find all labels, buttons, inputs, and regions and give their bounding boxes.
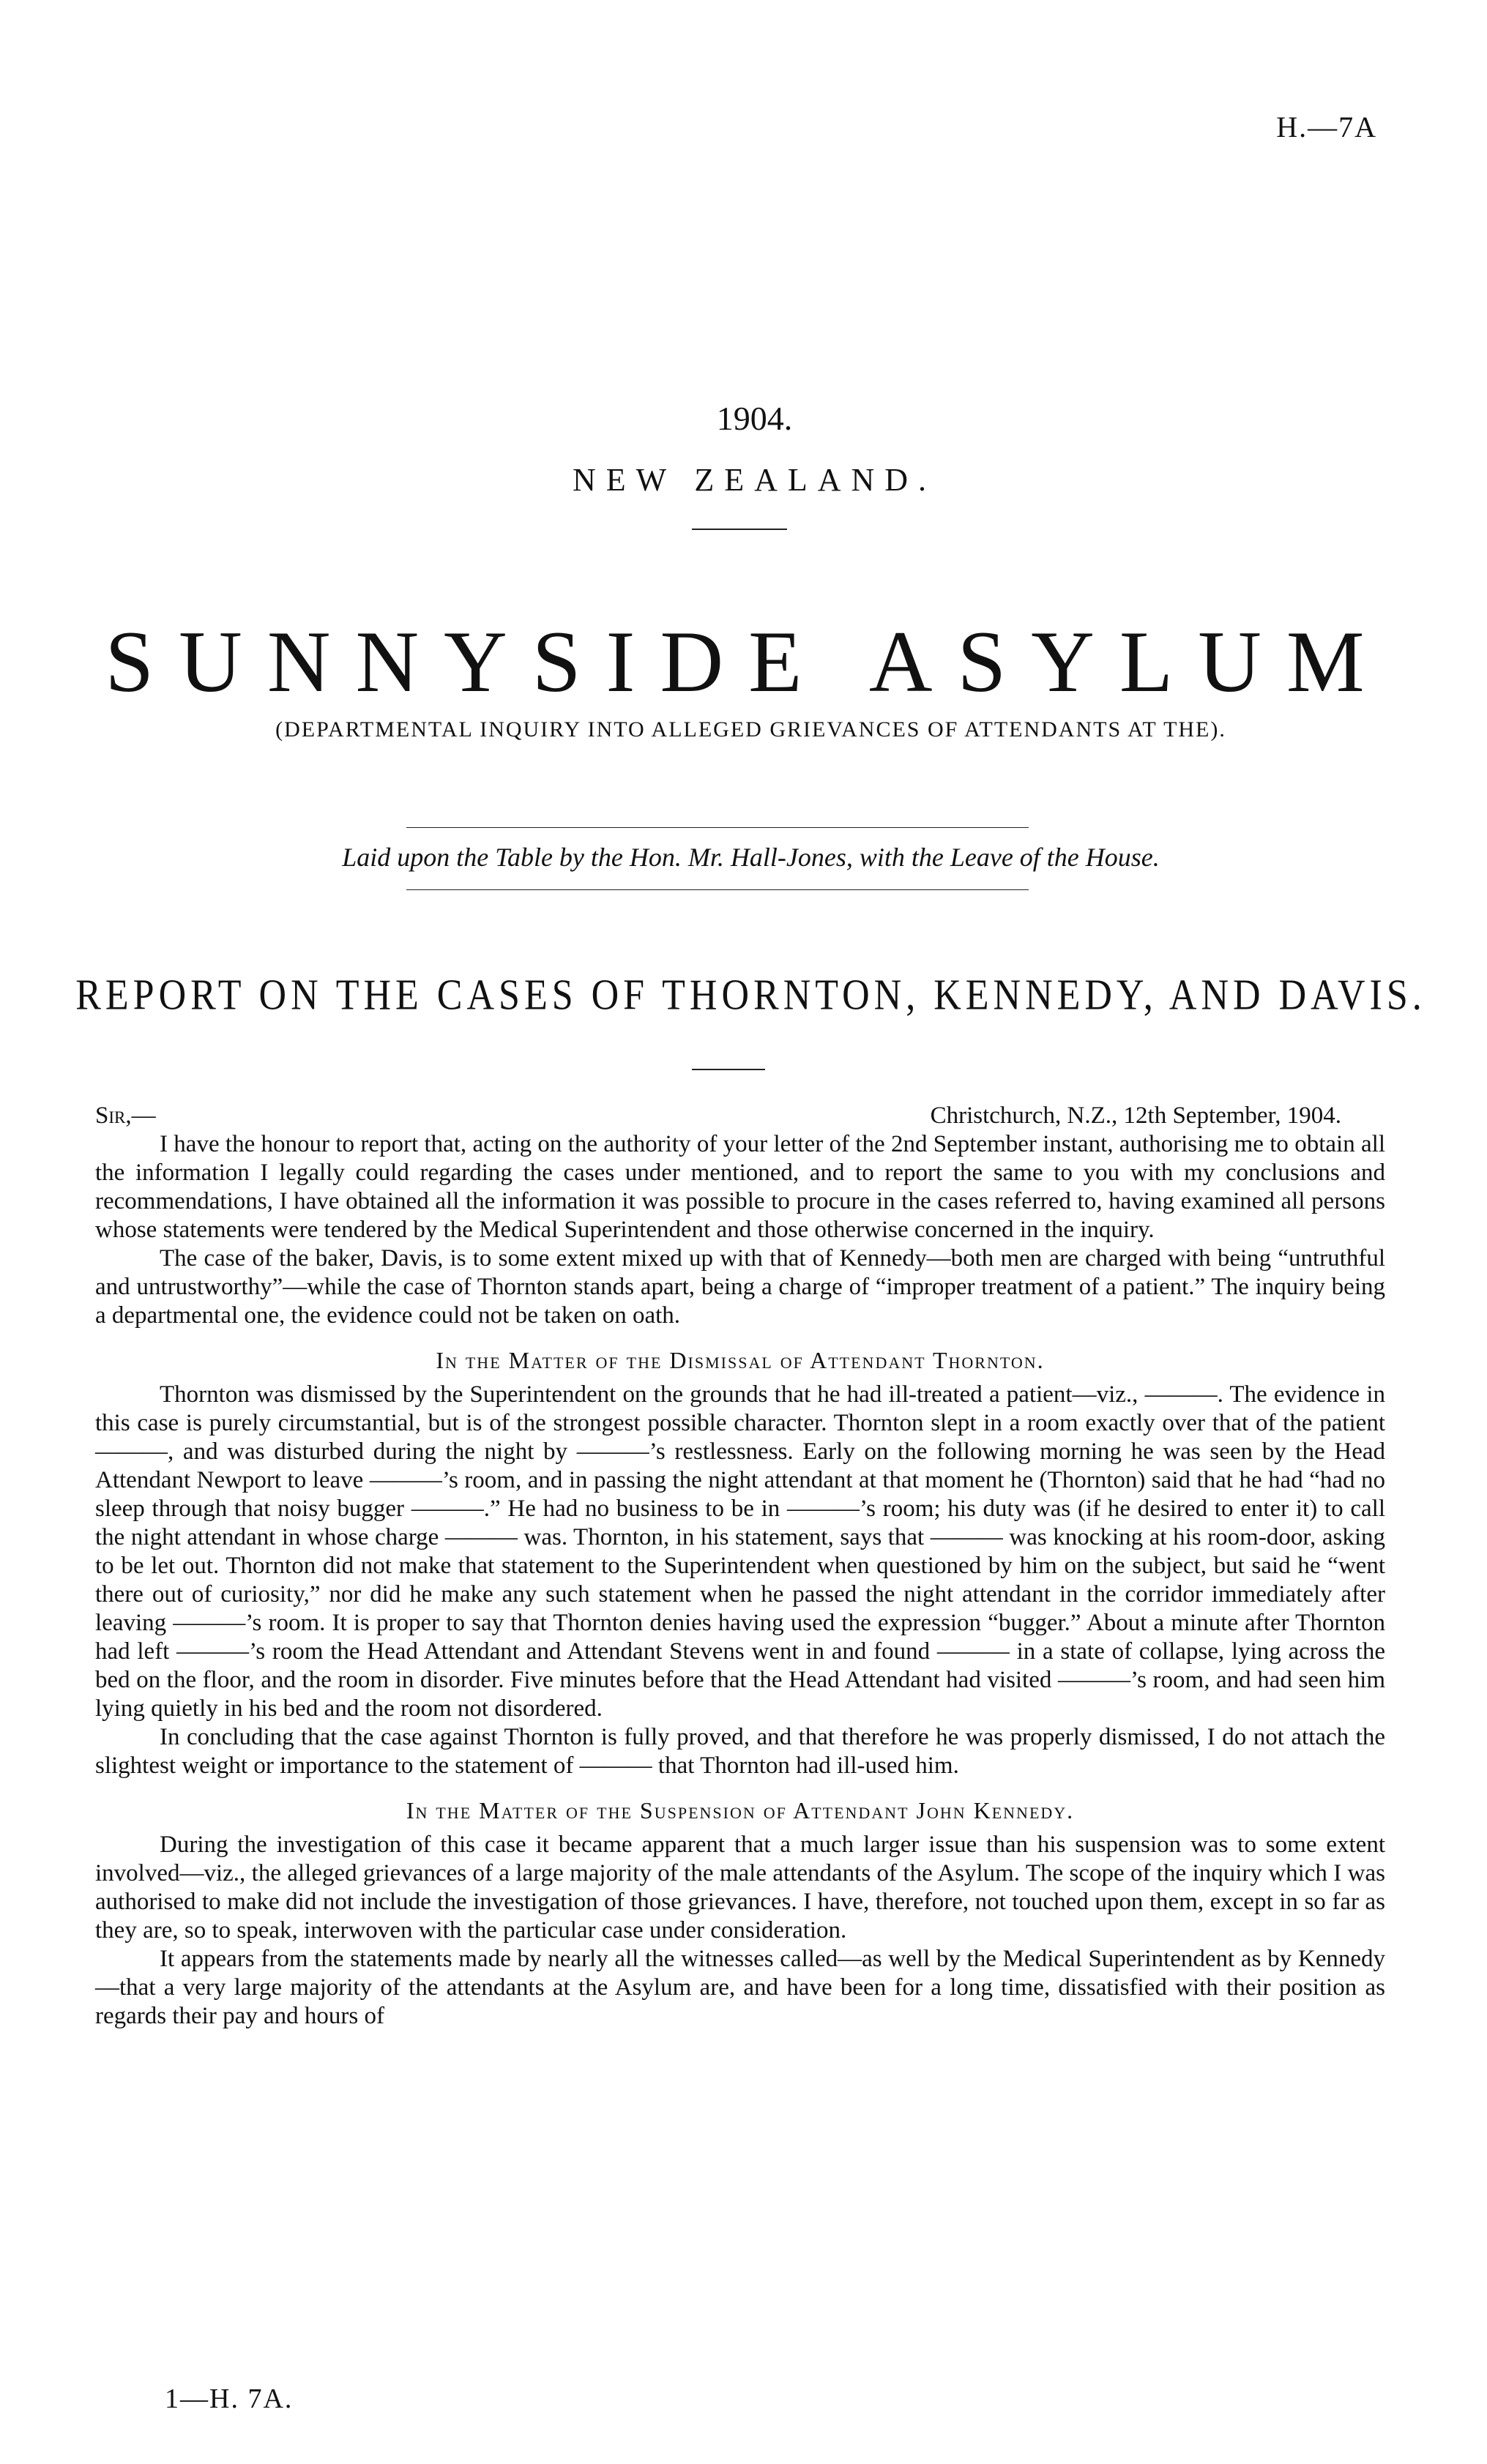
document-subtitle: (DEPARTMENTAL INQUIRY INTO ALLEGED GRIEVANCES OF ATTENDANTS AT THE). bbox=[275, 717, 1226, 742]
paragraph: In concluding that the case against Thornton is fully proved, and that therefore he was properly dismissed, I do not attach the slightest weight or importance to the statement of ——— that Thornton had ill-used him. bbox=[95, 1724, 1385, 1779]
document-title: SUNNYSIDE ASYLUM bbox=[105, 613, 1390, 710]
report-body bbox=[95, 1102, 1385, 2031]
divider bbox=[692, 529, 787, 530]
dateline: Christchurch, N.Z., 12th September, 1904. bbox=[930, 1102, 1341, 1129]
report-title: REPORT ON THE CASES OF THORNTON, KENNEDY, AND DAVIS. bbox=[75, 971, 1426, 1020]
paper-reference: H.—7A bbox=[1276, 111, 1377, 143]
country: NEW ZEALAND. bbox=[572, 462, 937, 498]
salutation: Sir,— bbox=[95, 1102, 156, 1129]
divider bbox=[692, 1069, 765, 1070]
page-footer: 1—H. 7A. bbox=[165, 2383, 294, 2414]
section-heading-thornton: In the Matter of the Dismissal of Attendant Thornton. bbox=[436, 1347, 1045, 1373]
paragraph: It appears from the statements made by nearly all the witnesses called—as well by the Medical Superintendent as by Kennedy—that a very large majority of the attendants at the Asylum are, and have been for a long time, dissatisfied with their position as regards their pay and hours of bbox=[95, 1946, 1385, 2029]
paragraph: The case of the baker, Davis, is to some extent mixed up with that of Kennedy—both men are charged with being “untruthful and untrustworthy”—while the case of Thornton stands apart, being a charge of “improper treatment of a patient.” The inquiry being a departmental one, the evidence could not be taken on oath. bbox=[95, 1245, 1385, 1329]
divider bbox=[406, 827, 1029, 828]
letter-header bbox=[95, 1102, 1385, 1130]
divider bbox=[406, 889, 1029, 890]
laid-notice: Laid upon the Table by the Hon. Mr. Hall-Jones, with the Leave of the House. bbox=[342, 843, 1160, 872]
paragraph: I have the honour to report that, acting on the authority of your letter of the 2nd September instant, authorising me to obtain all the information I legally could regarding the cases under mentioned, and to report the same to you with my conclusions and recommendations, I have obtained all the information it was possible to procure in the cases referred to, having examined all persons whose statements were tendered by the Medical Superintendent and those otherwise concerned in the inquiry. bbox=[95, 1131, 1385, 1243]
year: 1904. bbox=[716, 400, 793, 437]
paragraph: Thornton was dismissed by the Superintendent on the grounds that he had ill-treated a patient—viz., ———. The evidence in this case is purely circumstantial, but is of the strongest possible character. Thornton slept in a room exactly over that of the patient ———, and was disturbed during the night by ———’s restlessness. Early on the following morning he was seen by the Head Attendant Newport to leave ———’s room, and in passing the night attendant at that moment he (Thornton) said that he had “had no sleep through that noisy bugger ———.” He had no business to be in ———’s room; his duty was (if he desired to enter it) to call the night attendant in whose charge ——— was. Thornton, in his statement, says that ——— was knocking at his room-door, asking to be let out. Thornton did not make that statement to the Superintendent when questioned by him on the subject, but said he “went there out of curiosity,” nor did he make any such statement when he passed the night attendant in the corridor immediately after leaving ———’s room. It is proper to say that Thornton denies having used the expression “bugger.” About a minute after Thornton had left ———’s room the Head Attendant and Attendant Stevens went in and found ——— in a state of collapse, lying across the bed on the floor, and the room in disorder. Five minutes before that the Head Attendant had visited ———’s room, and had seen him lying quietly in his bed and the room not disordered. bbox=[95, 1381, 1385, 1722]
section-heading-kennedy: In the Matter of the Suspension of Attendant John Kennedy. bbox=[406, 1797, 1075, 1823]
paragraph: During the investigation of this case it became apparent that a much larger issue than his suspension was to some extent involved—viz., the alleged grievances of a large majority of the male attendants of the Asylum. The scope of the inquiry which I was authorised to make did not include the investigation of those grievances. I have, therefore, not touched upon them, except in so far as they are, so to speak, interwoven with the particular case under consideration. bbox=[95, 1832, 1385, 1944]
